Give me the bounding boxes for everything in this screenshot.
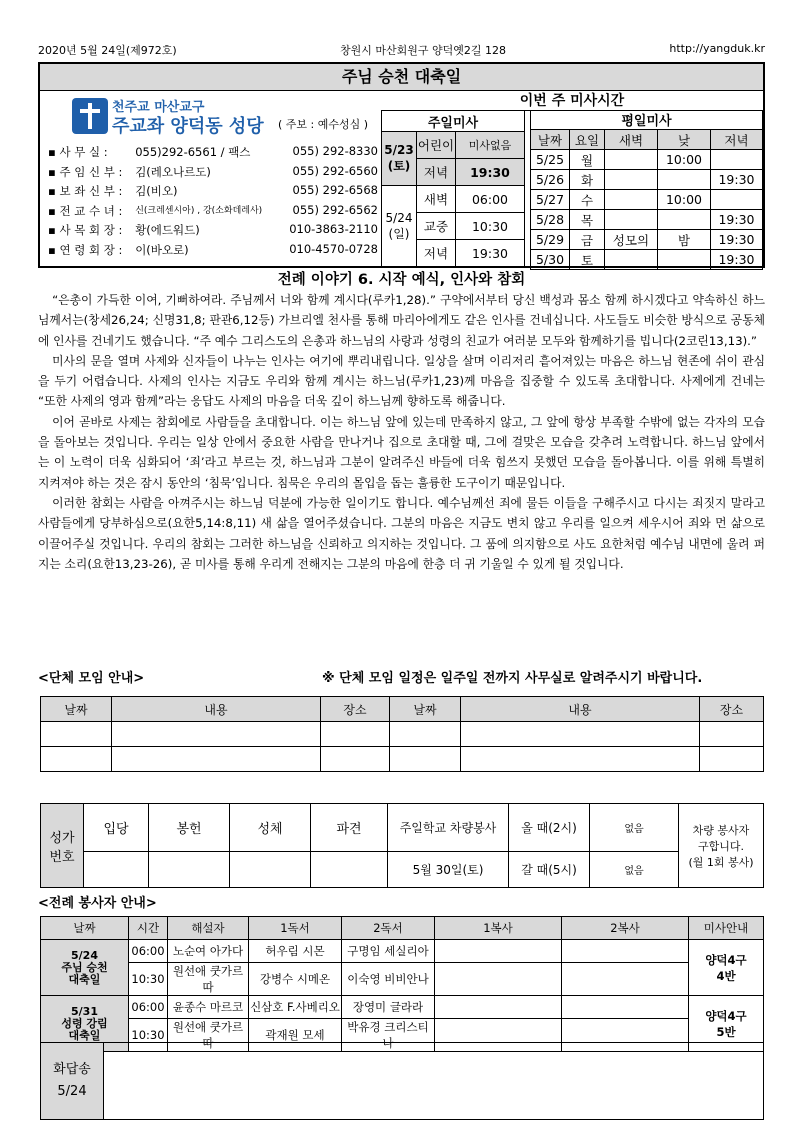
weekday-row: 5/29 금 성모의 밤 19:30 bbox=[531, 230, 763, 250]
groups-label: <단체 모임 안내> bbox=[38, 671, 145, 686]
sun-date: 5/24 (일) bbox=[382, 186, 417, 267]
church-info bbox=[42, 92, 378, 264]
article-paragraph: 이어 곧바로 사제는 참회에로 사람들을 초대합니다. 이는 하느님 앞에 있는데 만족하지 않고, 그 앞에 항상 부족할 수밖에 없는 각자의 모습을 돌아보는 것입니다. 우리는 일상 안에서 중요한 사람을 만나거나 집으로 초대할 때, 그에 걸맞은 모습을 갖추려 노력합니다. 하느님 앞에서는 이 노력이 더욱 심화되어 ‘죄’라고 부르는 것, 하느님과 그분이 알려주신 바들에 더욱 힘쓰지 못했던 모습을 돌아봅니다. 이를 위해 특별히 지켜져야 하는 것은 잠시 동안의 ‘침묵’입니다. 침묵은 우리의 몰입을 돕는 훌륭한 도구이기 때문입니다. bbox=[38, 414, 765, 490]
groups-row bbox=[41, 722, 764, 747]
weekday-row: 5/27 수 10:00 bbox=[531, 190, 763, 210]
weekday-row: 5/30 토 19:30 bbox=[531, 250, 763, 270]
staff-row: ▪ 전 교 수 녀 : 신(크레센시아) , 강(소화데레사) 055) 292-6562 bbox=[48, 202, 378, 218]
article-title: 전례 이야기 6. 시작 예식, 인사와 참회 bbox=[277, 272, 526, 288]
response-content bbox=[104, 1043, 764, 1120]
response-label: 화답송 5/24 bbox=[41, 1043, 104, 1120]
church-url[interactable]: http://yangduk.kr bbox=[669, 42, 765, 55]
article-paragraph: 이러한 참회는 사람을 아껴주시는 하느님 덕분에 가능한 일이기도 합니다. 예수님께선 죄에 물든 이들을 구해주시고 다시는 죄짓지 말라고 사람들에게 당부하심으로(요한5,14:8,11) 새 삶을 열어주셨습니다. 그분의 마음은 지금도 변치 않고 우리를 일으켜 세우시어 죄와 먼 삶으로 이끌어주실 것입니다. 우리의 참회는 그러한 하느님을 신뢰하고 의지하는 것입니다. 그 품에 의지함으로 사도 요한처럼 예수님 내면에 울려 퍼지는 소리(요한13,23-26), 곧 미사를 통해 우리게 전해지는 그분의 마음에 한층 더 귀 기울일 수 있게 될 것입니다. bbox=[38, 495, 765, 571]
staff-row: ▪ 사 무 실 : 055)292-6561 / 팩스 055) 292-8330 bbox=[48, 144, 378, 159]
volunteer-note: 차량 봉사자 구합니다. (월 1회 봉사) bbox=[679, 804, 764, 888]
patron: ( 주보 : 예수성심 ) bbox=[278, 118, 369, 131]
church-name: 주교좌 양덕동 성당 bbox=[112, 116, 264, 137]
servers-row: 10:30 원선애 쿳가르따 강병수 시메온 이숙영 비비안나 bbox=[41, 963, 764, 996]
weekday-row: 5/28 목 19:30 bbox=[531, 210, 763, 230]
mass-time-title: 이번 주 미사시간 bbox=[381, 92, 763, 111]
servers-row: 10:30 원선애 쿳가르따 곽재원 모세 박유경 크리스티나 bbox=[41, 1019, 764, 1052]
servers-row: 5/24 주님 승천 대축일 06:00 노순여 아가다 허우림 시몬 구명임 세실리아 양덕4구 4반 bbox=[41, 940, 764, 963]
article-paragraph: “은총이 가득한 이여, 기뻐하여라. 주님께서 너와 함께 계시다(루카1,28).” 구약에서부터 당신 백성과 몸소 함께 하시겠다고 약속하신 하느님께서는(창세26,24; 신명31,8; 판관6,12등) 가브리엘 천사를 통해 마리아에게도 같은 인사를 건네십니다. 사도들도 비슷한 방식으로 공동체에 인사를 건네기도 했습니다. “주 예수 그리스도의 은총과 하느님의 사랑과 성령의 친교가 여러분 모두와 함께하기를 빕니다(2코린13,13).” bbox=[38, 293, 765, 348]
page-header bbox=[38, 42, 765, 58]
issue-date: 2020년 5월 24일(제972호) bbox=[38, 44, 177, 57]
weekday-row: 5/25 월 10:00 bbox=[531, 150, 763, 170]
sunday-mass-table: 주일미사 5/23 (토) 어린이 미사없음 저녁 19:30 5/24 (일) 새벽 06:00 교중 10:30 저녁 19:30 bbox=[381, 110, 525, 267]
weekday-row: 5/26 화 19:30 bbox=[531, 170, 763, 190]
weekday-mass-table: 평일미사 날짜 요일 새벽 낮 저녁 5/25 월 10:00 5/26 화 19:30 5/27 수 10:00 5/28 목 19:30 5/29 금 성모의 밤 19:30 5/30 토 19:30 bbox=[530, 110, 763, 270]
response-psalm-table bbox=[40, 1042, 764, 1120]
servers-table: 날짜 시간 해설자 1독서 2독서 1복사 2복사 미사안내 5/24 주님 승천 대축일 06:00 노순여 아가다 허우림 시몬 구명임 세실리아 양덕4구 4반 10:30 원선애 쿳가르따 강병수 시메온 이숙영 비비안나 5/31 성령 강림 대축일 06:00 윤종수 마르코 신삼호 F.사베리오 장영미 글라라 양덕4구 5반 10:30 원선애 쿳가르따 곽재원 모세 박유경 크리스티나 bbox=[40, 916, 764, 1052]
groups-note: ※ 단체 모임 일정은 일주일 전까지 사무실로 알려주시기 바랍니다. bbox=[322, 671, 703, 686]
sat-date: 5/23 (토) bbox=[382, 132, 417, 186]
article-paragraph: 미사의 문을 열며 사제와 신자들이 나누는 인사는 여기에 뿌리내립니다. 일상을 살며 이리저리 흩어져있는 마음은 하느님 현존에 쉬이 관심을 두기 어렵습니다. 사제의 인사는 지금도 우리와 함께 계시는 하느님(루카1,23)께 마음을 집중할 수 있도록 초대합니다. 사제에게 건네는 “또한 사제의 영과 함께”라는 응답도 사제의 마음을 더욱 깊이 하느님께 향하도록 해줍니다. bbox=[38, 353, 765, 409]
servers-row: 5/31 성령 강림 대축일 06:00 윤종수 마르코 신삼호 F.사베리오 장영미 글라라 양덕4구 5반 bbox=[41, 996, 764, 1019]
hymn-bus-table: 성가 번호 입당 봉헌 성체 파견 주일학교 차량봉사 올 때(2시) 없음 차량 봉사자 구합니다. (월 1회 봉사) 5월 30일(토) 갈 때(5시) 없음 bbox=[40, 803, 764, 888]
staff-row: ▪ 보 좌 신 부 : 김(비오) 055) 292-6568 bbox=[48, 183, 378, 198]
groups-table: 날짜 내용 장소 날짜 내용 장소 bbox=[40, 696, 764, 772]
groups-row bbox=[41, 747, 764, 772]
staff-list bbox=[48, 144, 378, 261]
staff-row: ▪ 사 목 회 장 : 황(에드워드) 010-3863-2110 bbox=[48, 222, 378, 237]
staff-row: ▪ 연 령 회 장 : 이(바오로) 010-4570-0728 bbox=[48, 241, 378, 257]
liturgy-article bbox=[38, 270, 765, 574]
hymn-label: 성가 번호 bbox=[41, 804, 84, 888]
staff-row: ▪ 주 임 신 부 : 김(레오나르도) 055) 292-6560 bbox=[48, 163, 378, 179]
diocese-name: 천주교 마산교구 bbox=[112, 100, 205, 115]
servers-label: <전례 봉사자 안내> bbox=[38, 896, 157, 911]
page-title: 주님 승천 대축일 bbox=[40, 64, 763, 91]
church-address: 창원시 마산회원구 양덕옛2길 128 bbox=[340, 44, 507, 57]
cross-logo-icon bbox=[72, 98, 108, 134]
